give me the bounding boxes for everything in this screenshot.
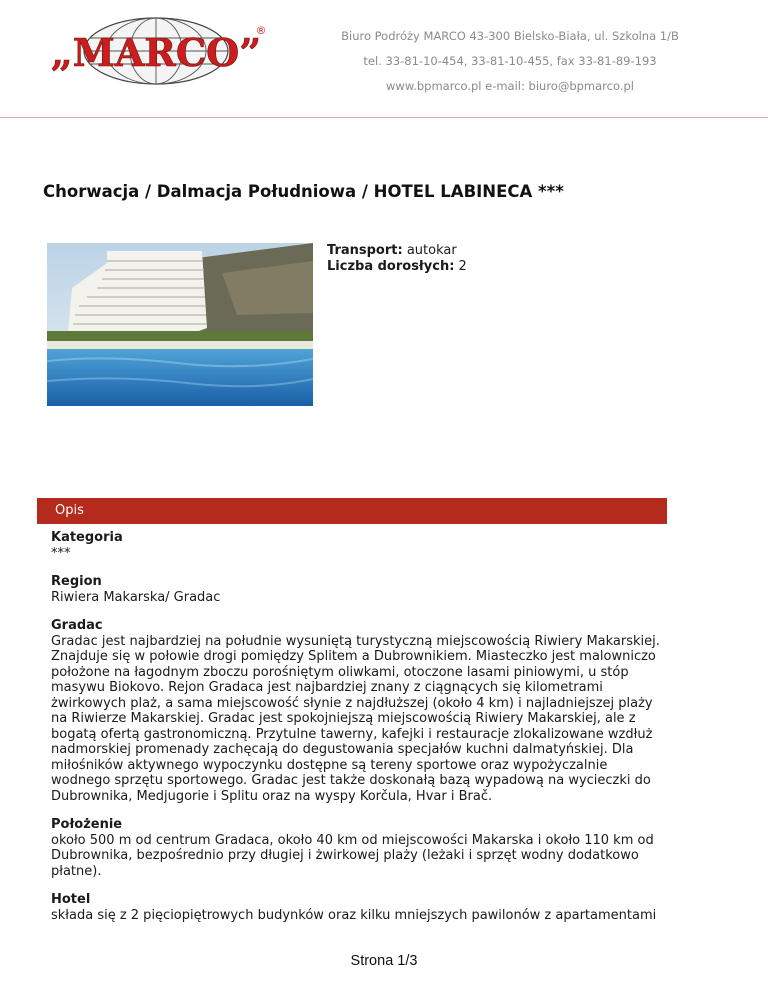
section-hotel [51, 892, 676, 923]
adults-value: 2 [458, 259, 467, 274]
header-divider [0, 117, 768, 118]
company-address: Biuro Podróży MARCO 43-300 Bielsko-Biała, ul. Szkolna 1/B [341, 29, 679, 43]
company-web-email: www.bpmarco.pl e-mail: biuro@bpmarco.pl [386, 79, 634, 93]
transport-row [327, 243, 467, 259]
section-title: Kategoria [51, 530, 123, 545]
trip-meta [327, 243, 467, 275]
section-location [51, 817, 676, 879]
section-region [51, 574, 676, 605]
registered-mark: ® [255, 24, 267, 37]
section-body: składa się z 2 pięciopiętrowych budynków oraz kilku mniejszych pawilonów z apartamentami [51, 907, 657, 923]
transport-value: autokar [406, 243, 457, 258]
section-title: Położenie [51, 817, 123, 832]
logo-text: „MARCO” [50, 30, 262, 75]
section-header-description: Opis [37, 498, 667, 524]
section-title: Region [51, 574, 102, 589]
section-body: Riwiera Makarska/ Gradac [51, 589, 221, 605]
transport-label: Transport: [327, 243, 403, 258]
section-gradac [51, 618, 676, 804]
section-body: Gradac jest najbardziej na południe wysuniętą turystyczną miejscowością Riwiery Makarskiej. Znajduje się w połowie drogi pomiędzy Splitem a Dubrownikiem. Miasteczko jest malowniczo położone na łagodnym zboczu porośniętym oliwkami, otoczone lasami piniowymi, u stóp masywu Biokovo. Rejon Gradaca jest najbardziej znany z ciągnących się kilometrami żwirkowych plaż, a sama miejscowość słynie z najdłuższej (około 4 km) i najladniejszej plaży na Riwierze Makarskiej. Gradac jest spokojniejszą miejscowością Riwiery Makarskiej, ale z bogatą ofertą gastronomiczną. Przytulne tawerny, kafejki i restauracje zlokalizowane wzdłuż nadmorskiej promenady zachęcają do degustowania specjałów kuchni dalmatyńskiej. Dla miłośników aktywnego wypoczynku dostępne są tereny sportowe oraz wypożyczalnie wodnego sprzętu sportowego. Gradac jest także doskonałą bazą wypadową na wycieczki do Dubrownika, Medjugorie i Splitu oraz na wyspy Korčula, Hvar i Brač. [51, 633, 660, 804]
section-title: Gradac [51, 618, 103, 633]
page-number: Strona 1/3 [350, 953, 418, 969]
page-title: Chorwacja / Dalmacja Południowa / HOTEL LABINECA *** [43, 182, 564, 201]
marco-logo [36, 16, 276, 86]
adults-label: Liczba dorosłych: [327, 259, 455, 274]
adults-row [327, 259, 467, 275]
hotel-photo [47, 243, 313, 406]
section-body: około 500 m od centrum Gradaca, około 40 km od miejscowości Makarska i około 110 km od Dubrownika, bezpośrednio przy długiej i żwirkowej plaży (leżaki i sprzęt wodny dodatkowo płatne). [51, 832, 654, 879]
section-body: *** [51, 545, 71, 561]
section-category [51, 530, 676, 561]
description-content [51, 530, 676, 936]
company-phone: tel. 33-81-10-454, 33-81-10-455, fax 33-81-89-193 [363, 54, 657, 68]
section-title: Hotel [51, 892, 91, 907]
